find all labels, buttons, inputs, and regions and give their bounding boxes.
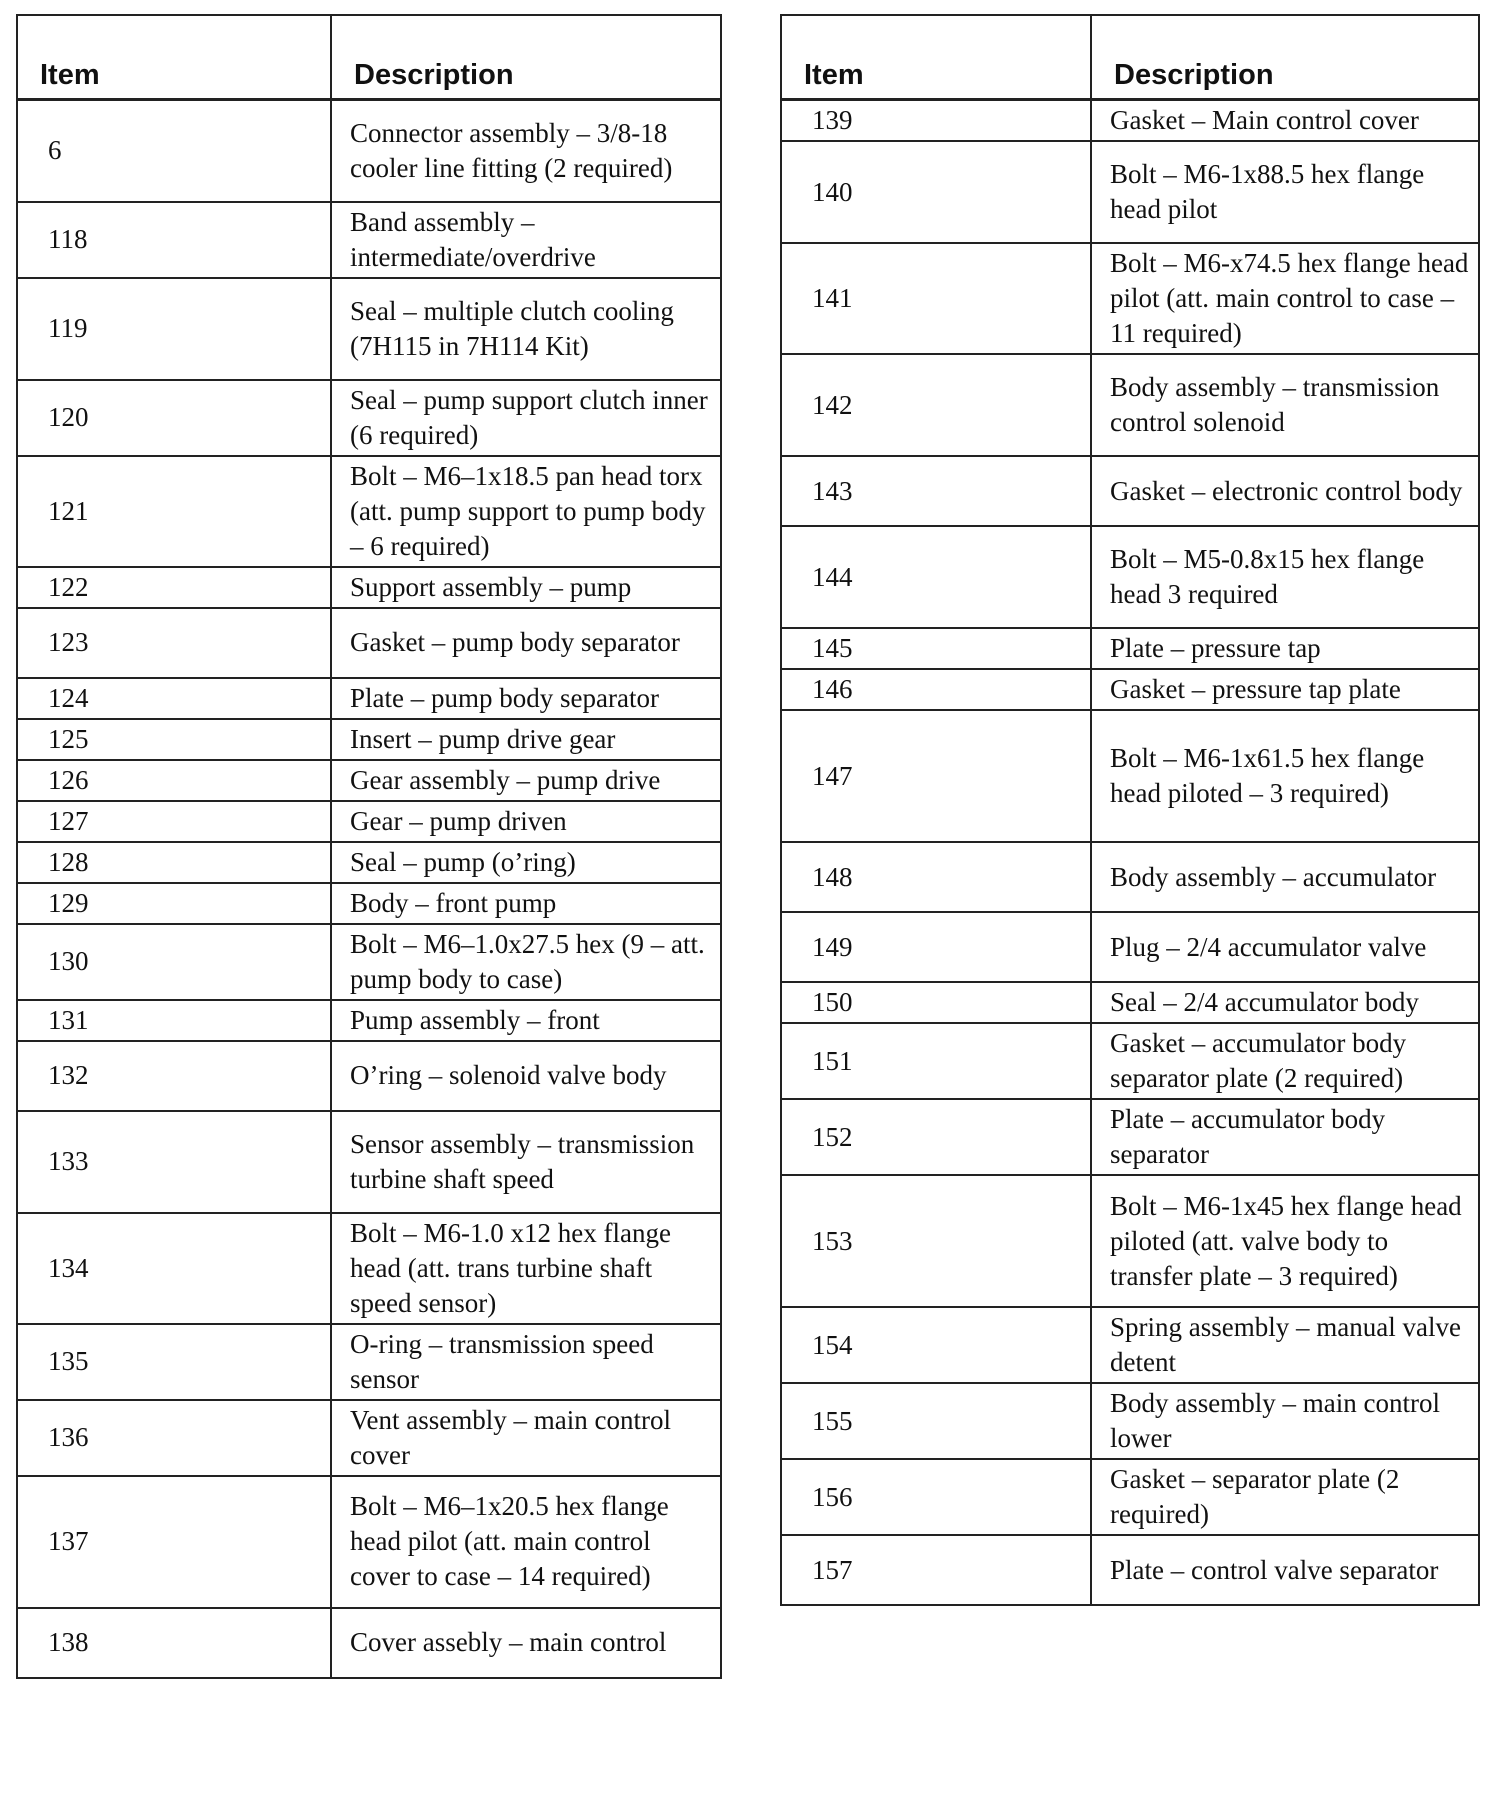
- description-cell: Bolt – M6–1x20.5 hex flange head pilot (att. main control cover to case – 14 required): [331, 1476, 721, 1608]
- item-number-cell: 151: [781, 1023, 1091, 1099]
- table-row: [17, 202, 721, 278]
- description-column-header: Description: [1091, 15, 1479, 100]
- description-cell: Seal – multiple clutch cooling (7H115 in 7H114 Kit): [331, 278, 721, 380]
- parts-table-right: [780, 14, 1480, 1606]
- table-row: [17, 1111, 721, 1213]
- item-number-cell: 143: [781, 456, 1091, 526]
- table-header-row: [17, 15, 721, 100]
- table-row: [781, 456, 1479, 526]
- description-cell: Band assembly – intermediate/overdrive: [331, 202, 721, 278]
- item-number-cell: 124: [17, 678, 331, 719]
- description-cell: Support assembly – pump: [331, 567, 721, 608]
- item-number-cell: 122: [17, 567, 331, 608]
- table-row: [781, 1459, 1479, 1535]
- description-cell: Gasket – electronic control body: [1091, 456, 1479, 526]
- item-number-cell: 129: [17, 883, 331, 924]
- item-number-cell: 144: [781, 526, 1091, 628]
- description-cell: Seal – pump (o’ring): [331, 842, 721, 883]
- item-number-cell: 150: [781, 982, 1091, 1023]
- description-cell: Pump assembly – front: [331, 1000, 721, 1041]
- item-number-cell: 154: [781, 1307, 1091, 1383]
- table-row: [17, 456, 721, 567]
- table-row: [781, 141, 1479, 243]
- table-row: [781, 1023, 1479, 1099]
- item-number-cell: 140: [781, 141, 1091, 243]
- item-number-cell: 141: [781, 243, 1091, 354]
- table-header-row: [781, 15, 1479, 100]
- table-row: [17, 1324, 721, 1400]
- table-row: [781, 628, 1479, 669]
- description-cell: Cover assebly – main control: [331, 1608, 721, 1678]
- description-cell: Body – front pump: [331, 883, 721, 924]
- table-row: [17, 883, 721, 924]
- table-row: [17, 1476, 721, 1608]
- parts-table-left: [16, 14, 722, 1679]
- table-row: [17, 1000, 721, 1041]
- item-number-cell: 121: [17, 456, 331, 567]
- item-number-cell: 138: [17, 1608, 331, 1678]
- description-cell: Gasket – pump body separator: [331, 608, 721, 678]
- table-row: [781, 1099, 1479, 1175]
- table-row: [781, 982, 1479, 1023]
- description-cell: Body assembly – accumulator: [1091, 842, 1479, 912]
- description-cell: O-ring – transmission speed sensor: [331, 1324, 721, 1400]
- table-row: [17, 100, 721, 202]
- table-row: [17, 760, 721, 801]
- item-column-header: Item: [17, 15, 331, 100]
- table-row: [781, 1307, 1479, 1383]
- description-cell: Seal – 2/4 accumulator body: [1091, 982, 1479, 1023]
- table-row: [781, 912, 1479, 982]
- item-number-cell: 139: [781, 100, 1091, 142]
- description-cell: Sensor assembly – transmission turbine shaft speed: [331, 1111, 721, 1213]
- description-cell: Bolt – M6-1.0 x12 hex flange head (att. trans turbine shaft speed sensor): [331, 1213, 721, 1324]
- table-row: [17, 1400, 721, 1476]
- item-column-header: Item: [781, 15, 1091, 100]
- table-row: [17, 719, 721, 760]
- item-number-cell: 6: [17, 100, 331, 202]
- table-row: [781, 669, 1479, 710]
- table-row: [17, 567, 721, 608]
- item-number-cell: 131: [17, 1000, 331, 1041]
- item-number-cell: 157: [781, 1535, 1091, 1605]
- table-row: [781, 1383, 1479, 1459]
- item-number-cell: 133: [17, 1111, 331, 1213]
- item-number-cell: 132: [17, 1041, 331, 1111]
- item-number-cell: 142: [781, 354, 1091, 456]
- table-row: [17, 1041, 721, 1111]
- description-cell: Bolt – M6–1.0x27.5 hex (9 – att. pump body to case): [331, 924, 721, 1000]
- table-row: [781, 1175, 1479, 1307]
- table-row: [781, 1535, 1479, 1605]
- description-cell: Plate – pressure tap: [1091, 628, 1479, 669]
- description-cell: Gasket – Main control cover: [1091, 100, 1479, 142]
- table-row: [17, 924, 721, 1000]
- item-number-cell: 156: [781, 1459, 1091, 1535]
- item-number-cell: 134: [17, 1213, 331, 1324]
- description-cell: Bolt – M6-1x88.5 hex flange head pilot: [1091, 141, 1479, 243]
- item-number-cell: 130: [17, 924, 331, 1000]
- table-row: [17, 678, 721, 719]
- table-row: [17, 380, 721, 456]
- description-column-header: Description: [331, 15, 721, 100]
- item-number-cell: 123: [17, 608, 331, 678]
- table-row: [17, 278, 721, 380]
- item-number-cell: 120: [17, 380, 331, 456]
- table-row: [17, 801, 721, 842]
- description-cell: Insert – pump drive gear: [331, 719, 721, 760]
- description-cell: Gasket – accumulator body separator plate (2 required): [1091, 1023, 1479, 1099]
- table-row: [781, 100, 1479, 142]
- item-number-cell: 136: [17, 1400, 331, 1476]
- description-cell: Gear assembly – pump drive: [331, 760, 721, 801]
- item-number-cell: 148: [781, 842, 1091, 912]
- table-row: [781, 842, 1479, 912]
- table-row: [781, 354, 1479, 456]
- item-number-cell: 153: [781, 1175, 1091, 1307]
- description-cell: Seal – pump support clutch inner (6 required): [331, 380, 721, 456]
- item-number-cell: 118: [17, 202, 331, 278]
- description-cell: Bolt – M5-0.8x15 hex flange head 3 required: [1091, 526, 1479, 628]
- item-number-cell: 147: [781, 710, 1091, 842]
- description-cell: Plate – accumulator body separator: [1091, 1099, 1479, 1175]
- item-number-cell: 127: [17, 801, 331, 842]
- item-number-cell: 119: [17, 278, 331, 380]
- description-cell: Body assembly – transmission control solenoid: [1091, 354, 1479, 456]
- description-cell: Connector assembly – 3/8-18 cooler line fitting (2 required): [331, 100, 721, 202]
- table-row: [17, 1608, 721, 1678]
- description-cell: Body assembly – main control lower: [1091, 1383, 1479, 1459]
- table-row: [781, 243, 1479, 354]
- item-number-cell: 128: [17, 842, 331, 883]
- description-cell: Gasket – separator plate (2 required): [1091, 1459, 1479, 1535]
- description-cell: Vent assembly – main control cover: [331, 1400, 721, 1476]
- item-number-cell: 137: [17, 1476, 331, 1608]
- item-number-cell: 146: [781, 669, 1091, 710]
- description-cell: Bolt – M6-1x61.5 hex flange head piloted – 3 required): [1091, 710, 1479, 842]
- table-row: [17, 1213, 721, 1324]
- description-cell: O’ring – solenoid valve body: [331, 1041, 721, 1111]
- description-cell: Gasket – pressure tap plate: [1091, 669, 1479, 710]
- item-number-cell: 125: [17, 719, 331, 760]
- table-row: [17, 608, 721, 678]
- description-cell: Bolt – M6-1x45 hex flange head piloted (att. valve body to transfer plate – 3 required): [1091, 1175, 1479, 1307]
- description-cell: Gear – pump driven: [331, 801, 721, 842]
- item-number-cell: 152: [781, 1099, 1091, 1175]
- table-row: [17, 842, 721, 883]
- parts-table-right-body: [781, 100, 1479, 1606]
- item-number-cell: 126: [17, 760, 331, 801]
- item-number-cell: 155: [781, 1383, 1091, 1459]
- description-cell: Plate – control valve separator: [1091, 1535, 1479, 1605]
- description-cell: Bolt – M6-x74.5 hex flange head pilot (att. main control to case – 11 required): [1091, 243, 1479, 354]
- description-cell: Plug – 2/4 accumulator valve: [1091, 912, 1479, 982]
- description-cell: Bolt – M6–1x18.5 pan head torx (att. pump support to pump body – 6 required): [331, 456, 721, 567]
- table-row: [781, 526, 1479, 628]
- parts-table-left-body: [17, 100, 721, 1678]
- item-number-cell: 145: [781, 628, 1091, 669]
- item-number-cell: 135: [17, 1324, 331, 1400]
- table-row: [781, 710, 1479, 842]
- item-number-cell: 149: [781, 912, 1091, 982]
- description-cell: Plate – pump body separator: [331, 678, 721, 719]
- description-cell: Spring assembly – manual valve detent: [1091, 1307, 1479, 1383]
